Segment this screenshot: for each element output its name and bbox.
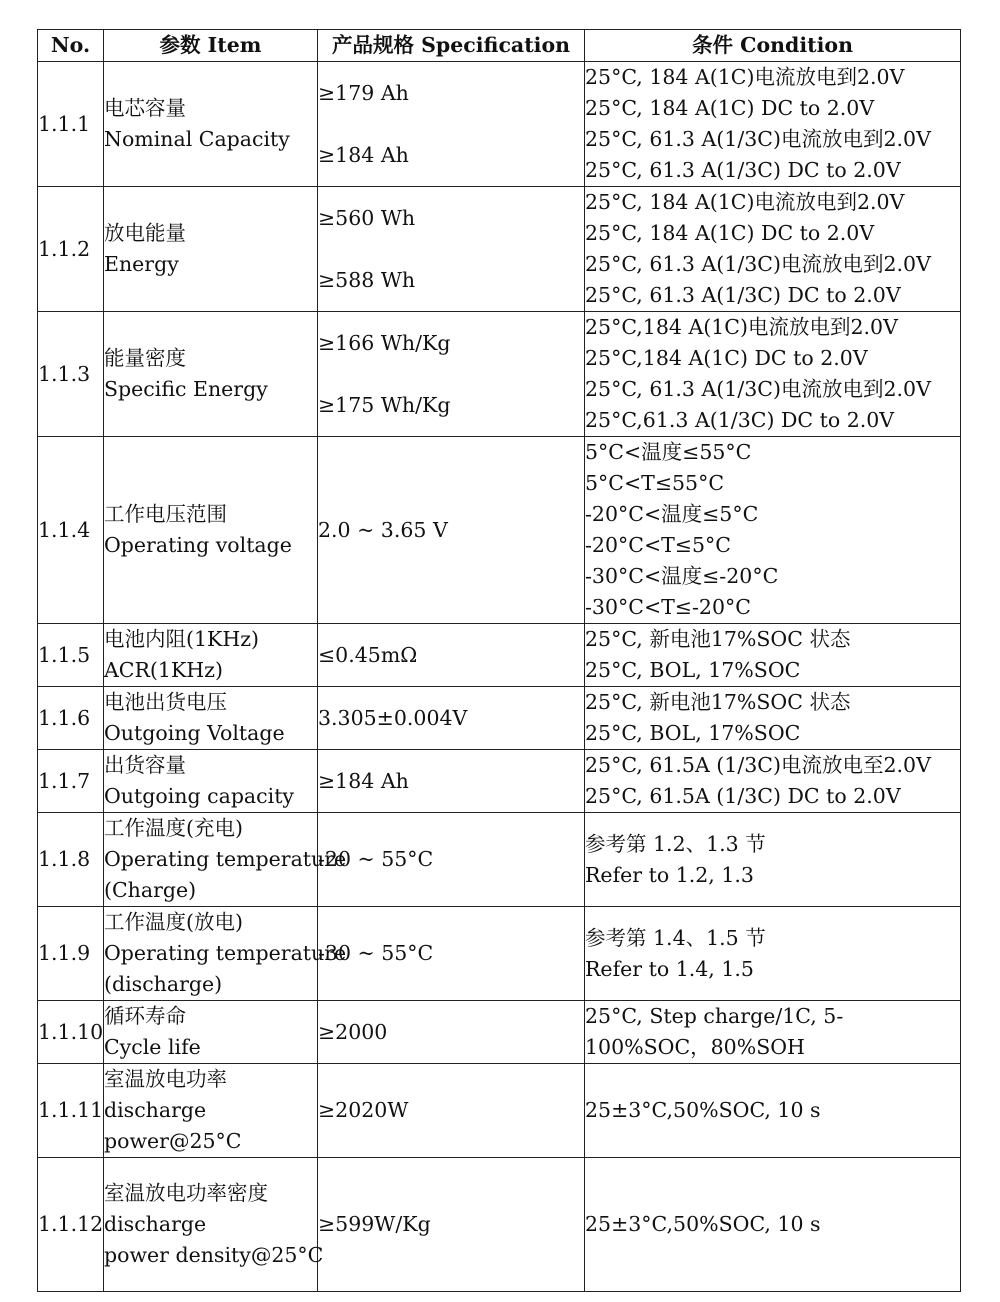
condition-line: -30°C<温度≤-20°C [585, 564, 779, 588]
condition-line: 25±3°C,50%SOC, 10 s [585, 1212, 821, 1236]
spec-value: ≥175 Wh/Kg [318, 392, 451, 417]
condition-line: 25°C, 184 A(1C)电流放电到2.0V [585, 65, 905, 89]
row-no: 1.1.9 [38, 907, 104, 1001]
spec-value: 2.0 ~ 3.65 V [318, 517, 448, 542]
condition-line: 25±3°C,50%SOC, 10 s [585, 1098, 821, 1122]
condition-line: Refer to 1.2, 1.3 [585, 862, 754, 887]
condition-line: 25°C, BOL, 17%SOC [585, 721, 801, 745]
table-header-row [38, 30, 961, 62]
item-zh: 能量密度 [104, 346, 186, 370]
row-spec [318, 687, 585, 750]
item-zh: 出货容量 [104, 753, 186, 777]
row-spec [318, 312, 585, 437]
row-condition [585, 624, 961, 687]
row-condition [585, 312, 961, 437]
item-en: Specific Energy [104, 377, 268, 401]
table-row [38, 1158, 961, 1292]
condition-line: 25°C, 184 A(1C) DC to 2.0V [585, 221, 875, 245]
row-no: 1.1.7 [38, 750, 104, 813]
spec-value: ≤0.45mΩ [318, 642, 418, 667]
item-en: discharge [104, 1212, 207, 1236]
row-spec [318, 624, 585, 687]
row-spec [318, 1001, 585, 1064]
condition-line: 参考第 1.2、1.3 节 [585, 831, 766, 856]
condition-line: 25°C, 61.5A (1/3C) DC to 2.0V [585, 784, 901, 808]
row-spec [318, 1158, 585, 1292]
spec-value: ≥599W/Kg [318, 1212, 431, 1236]
item-en: Energy [104, 252, 179, 276]
row-condition [585, 813, 961, 907]
spec-table [37, 29, 961, 1292]
row-item [104, 312, 318, 437]
item-en-sub: power@25°C [104, 1129, 242, 1153]
spec-value: ≥2020W [318, 1098, 409, 1122]
item-en: Operating temperature [104, 941, 347, 965]
spec-value: ≥184 Ah [318, 768, 409, 793]
row-item [104, 813, 347, 907]
item-zh: 电池内阻(1KHz) [104, 627, 260, 651]
row-no: 1.1.8 [38, 813, 104, 907]
row-spec [318, 907, 585, 1001]
item-zh: 室温放电功率 [104, 1067, 227, 1091]
row-no: 1.1.12 [38, 1158, 104, 1292]
table-row [38, 813, 961, 907]
condition-line: 25°C, 61.5A (1/3C)电流放电至2.0V [585, 753, 931, 777]
spec-value: 3.305±0.004V [318, 705, 468, 730]
row-condition [585, 1064, 961, 1158]
row-condition [585, 62, 961, 187]
item-en: discharge [104, 1098, 207, 1122]
item-en: Nominal Capacity [104, 127, 290, 151]
header-condition: 条件 Condition [585, 30, 961, 62]
row-no: 1.1.11 [38, 1064, 104, 1158]
condition-line: 25°C, 61.3 A(1/3C) DC to 2.0V [585, 283, 901, 307]
row-condition [585, 1158, 961, 1292]
item-zh: 工作温度(放电) [104, 910, 243, 934]
table-row [38, 1001, 961, 1064]
row-no: 1.1.10 [38, 1001, 104, 1064]
row-item [104, 687, 318, 750]
row-item [104, 750, 318, 813]
condition-line: 25°C,184 A(1C) DC to 2.0V [585, 346, 868, 370]
row-item [104, 437, 318, 624]
spec-value: ≥166 Wh/Kg [318, 330, 451, 355]
header-no: No. [38, 30, 104, 62]
row-spec [318, 187, 585, 312]
row-no: 1.1.4 [38, 437, 104, 624]
item-zh: 室温放电功率密度 [104, 1181, 268, 1205]
row-condition [585, 907, 961, 1001]
row-item [104, 624, 318, 687]
condition-line: 25°C,61.3 A(1/3C) DC to 2.0V [585, 408, 895, 432]
condition-line: 5°C<T≤55°C [585, 471, 725, 495]
item-en-sub: power density@25°C [104, 1243, 324, 1267]
item-en: Outgoing Voltage [104, 721, 285, 745]
item-zh: 工作温度(充电) [104, 816, 243, 840]
item-en: Operating temperature [104, 847, 347, 871]
row-item [104, 907, 347, 1001]
table-row [38, 750, 961, 813]
condition-line: -30°C<T≤-20°C [585, 595, 751, 619]
spec-value: -20 ~ 55°C [318, 847, 434, 871]
condition-line: 参考第 1.4、1.5 节 [585, 925, 766, 950]
item-en-sub: (discharge) [104, 972, 223, 996]
table-row [38, 624, 961, 687]
row-condition [585, 1001, 961, 1064]
condition-line: 25°C, BOL, 17%SOC [585, 658, 801, 682]
item-zh: 工作电压范围 [104, 502, 227, 526]
row-item [104, 1158, 324, 1292]
item-zh: 放电能量 [104, 221, 186, 245]
spec-value: ≥184 Ah [318, 142, 409, 167]
condition-line: 25°C, 61.3 A(1/3C)电流放电到2.0V [585, 252, 931, 276]
item-en: ACR(1KHz) [104, 658, 223, 682]
item-zh: 电池出货电压 [104, 690, 227, 714]
table-row [38, 437, 961, 624]
spec-value: ≥588 Wh [318, 267, 416, 292]
condition-line: 25°C, 61.3 A(1/3C) DC to 2.0V [585, 158, 901, 182]
spec-value: ≥560 Wh [318, 205, 416, 230]
table-row [38, 187, 961, 312]
item-en: Cycle life [104, 1035, 201, 1059]
condition-line: 25°C, 新电池17%SOC 状态 [585, 690, 851, 714]
row-no: 1.1.1 [38, 62, 104, 187]
row-spec [318, 437, 585, 624]
item-en-sub: (Charge) [104, 878, 197, 902]
condition-line: -20°C<温度≤5°C [585, 502, 759, 526]
condition-line: 25°C, 61.3 A(1/3C)电流放电到2.0V [585, 127, 931, 151]
item-zh: 循环寿命 [104, 1004, 186, 1028]
item-zh: 电芯容量 [104, 96, 186, 120]
item-en: Operating voltage [104, 533, 292, 557]
row-item [104, 1001, 318, 1064]
condition-line: Refer to 1.4, 1.5 [585, 956, 754, 981]
condition-line: -20°C<T≤5°C [585, 533, 731, 557]
table-row [38, 312, 961, 437]
row-condition [585, 750, 961, 813]
condition-line: 5°C<温度≤55°C [585, 440, 752, 464]
condition-line: 25°C,184 A(1C)电流放电到2.0V [585, 315, 898, 339]
row-condition [585, 687, 961, 750]
header-item: 参数 Item [104, 30, 318, 62]
table-row [38, 62, 961, 187]
condition-line: 25°C, 新电池17%SOC 状态 [585, 627, 851, 651]
row-spec [318, 750, 585, 813]
row-no: 1.1.5 [38, 624, 104, 687]
row-item [104, 1064, 318, 1158]
table-row [38, 1064, 961, 1158]
row-spec [318, 62, 585, 187]
row-spec [318, 813, 585, 907]
spec-value: -30 ~ 55°C [318, 941, 434, 965]
spec-value: ≥179 Ah [318, 80, 409, 105]
header-spec: 产品规格 Specification [318, 30, 585, 62]
row-no: 1.1.3 [38, 312, 104, 437]
row-spec [318, 1064, 585, 1158]
table-row [38, 907, 961, 1001]
condition-line: 25°C, 184 A(1C)电流放电到2.0V [585, 190, 905, 214]
spec-value: ≥2000 [318, 1019, 388, 1044]
row-condition [585, 437, 961, 624]
row-condition [585, 187, 961, 312]
condition-line: 25°C, 61.3 A(1/3C)电流放电到2.0V [585, 377, 931, 401]
row-no: 1.1.2 [38, 187, 104, 312]
row-item [104, 187, 318, 312]
table-row [38, 687, 961, 750]
condition-line: 25°C, Step charge/1C, 5-100%SOC，80%SOH [585, 1004, 844, 1059]
row-no: 1.1.6 [38, 687, 104, 750]
condition-line: 25°C, 184 A(1C) DC to 2.0V [585, 96, 875, 120]
item-en: Outgoing capacity [104, 784, 295, 808]
row-item [104, 62, 318, 187]
